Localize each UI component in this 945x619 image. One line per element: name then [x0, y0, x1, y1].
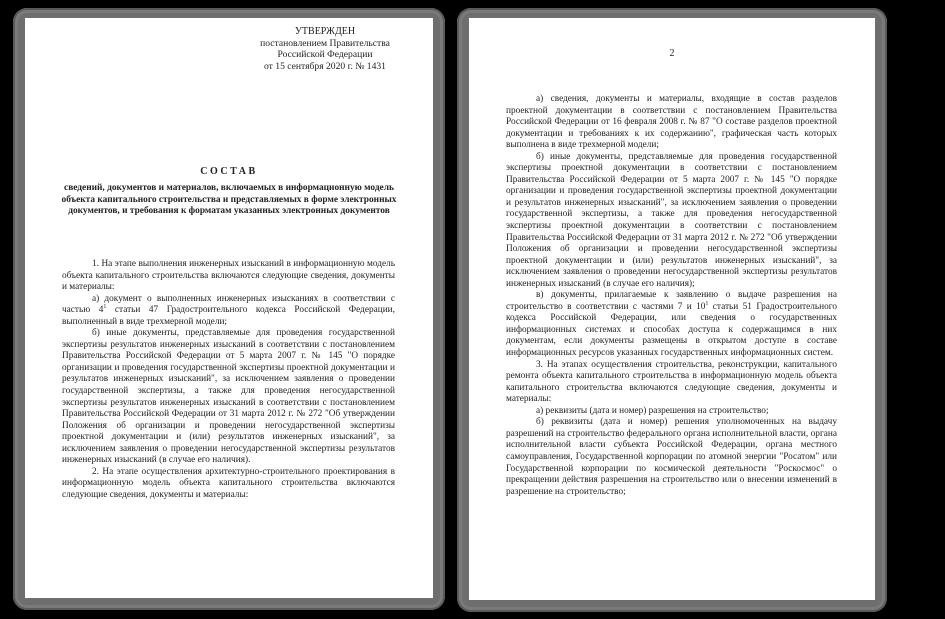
paragraph: а) реквизиты (дата и номер) разрешения на строительство;	[536, 405, 769, 416]
paragraph	[62, 294, 395, 329]
superscript: 1	[103, 304, 107, 311]
paragraph: 2. На этапе осуществления архитектурно-строительного проектирования в информационную модель объекта капитального строительства включаются следующие сведения, документы и материалы:	[62, 466, 395, 500]
approval-line: от 15 сентября 2020 г. № 1431	[264, 60, 386, 72]
paragraph-text: статьи 51 Градостроительного кодекса Российской Федерации, или сведения о государственных информационных системах и способах доступа к содержащимся в них документам, если документы размещены в открытом доступе в составе информационных ресурсов указанных государственных информационных систем.	[506, 301, 837, 359]
paragraph: а) сведения, документы и материалы, входящие в состав разделов проектной документации в соответствии с постановлением Правительства Российской Федерации от 16 февраля 2008 г. № 87 "О составе разделов проектной документации и требованиях к их содержанию", графическая часть которых выполнена в виде трехмерной модели;	[506, 94, 837, 151]
paragraph: б) иные документы, представляемые для проведения государственной экспертизы результатов инженерных изысканий в соответствии с постановлением Правительства Российской Федерации от 5 марта 2007 г. № 145 "О порядке организации и проведения государственной экспертизы проектной документации и результатов инженерных изысканий", за исключением заявления о проведении государственной экспертизы, а также для проведения негосударственной экспертизы результатов инженерных изысканий в соответствии с постановлением Правительства Российской Федерации от 31 марта 2012 г. № 272 "Об утверждении Положения об организации и проведении негосударственной экспертизы проектной документации и (или) результатов инженерных изысканий", за исключением заявления о проведении негосударственной экспертизы результатов инженерных изысканий (в случае его наличия).	[62, 328, 395, 466]
superscript: 1	[705, 300, 709, 307]
page-number: 2	[669, 48, 675, 59]
document-subtitle: сведений, документов и материалов, включаемых в информационную модель объекта капитального строительства и представляемых в форме электронных документов, и требования к форматам указанных электронных документов	[61, 183, 397, 217]
approval-line: Российской Федерации	[277, 49, 373, 61]
approval-title: УТВЕРЖДЕН	[294, 26, 356, 37]
document-title: СОСТАВ	[200, 166, 258, 177]
paragraph: б) иные документы, представляемые для проведения государственной экспертизы проектной документации в соответствии с постановлением Правительства Российской Федерации от 5 марта 2007 г. № 145 "О порядке организации и проведения государственной экспертизы проектной документации и результатов инженерных изысканий", за исключением заявления о проведении государственной экспертизы, а также для проведения негосударственной экспертизы проектной документации в соответствии с постановлением Правительства Российской Федерации от 31 марта 2012 г. № 272 "Об утверждении Положения об организации и проведении негосударственной экспертизы проектной документации и (или) результатов инженерных изысканий", за исключением заявления о проведении негосударственной экспертизы результатов инженерных изысканий (в случае его наличия);	[506, 151, 837, 289]
paragraph: б) реквизиты (дата и номер) решения уполномоченных на выдачу разрешений на строительство федерального органа исполнительной власти, органа исполнительной власти субъекта Российской Федерации, органа местного самоуправления, Государственной корпорации по атомной энергии "Росатом" или Государственной корпорации по космической деятельности "Роскосмос" о прекращении действия разрешения на строительство или о внесении изменений в разрешение на строительство;	[506, 417, 837, 497]
document-page-1	[25, 18, 433, 598]
approval-line: постановлением Правительства	[260, 37, 390, 49]
paragraph-text: в) документы, прилагаемые к заявлению о выдаче разрешения на строительство в соответствии с частями 7 и 10	[506, 290, 837, 312]
paragraph: 1. На этапе выполнения инженерных изысканий в информационную модель объекта капитального строительства включаются следующие сведения, документы и материалы:	[62, 259, 395, 293]
document-body	[62, 259, 395, 501]
document-body	[506, 94, 837, 498]
paragraph-text: а) документ о выполненных инженерных изысканиях в соответствии с частью 4	[62, 293, 395, 316]
paragraph-text: статьи 47 Градостроительного кодекса Российской Федерации, выполненный в виде трехмерной модели;	[62, 305, 395, 327]
paragraph: 3. На этапах осуществления строительства, реконструкции, капитального ремонта объекта капитального строительства в информационную модель объекта капитального строительства включаются следующие сведения, документы и материалы:	[506, 359, 837, 405]
paragraph	[506, 290, 837, 359]
approval-stamp	[250, 26, 400, 72]
document-page-2	[469, 18, 875, 600]
